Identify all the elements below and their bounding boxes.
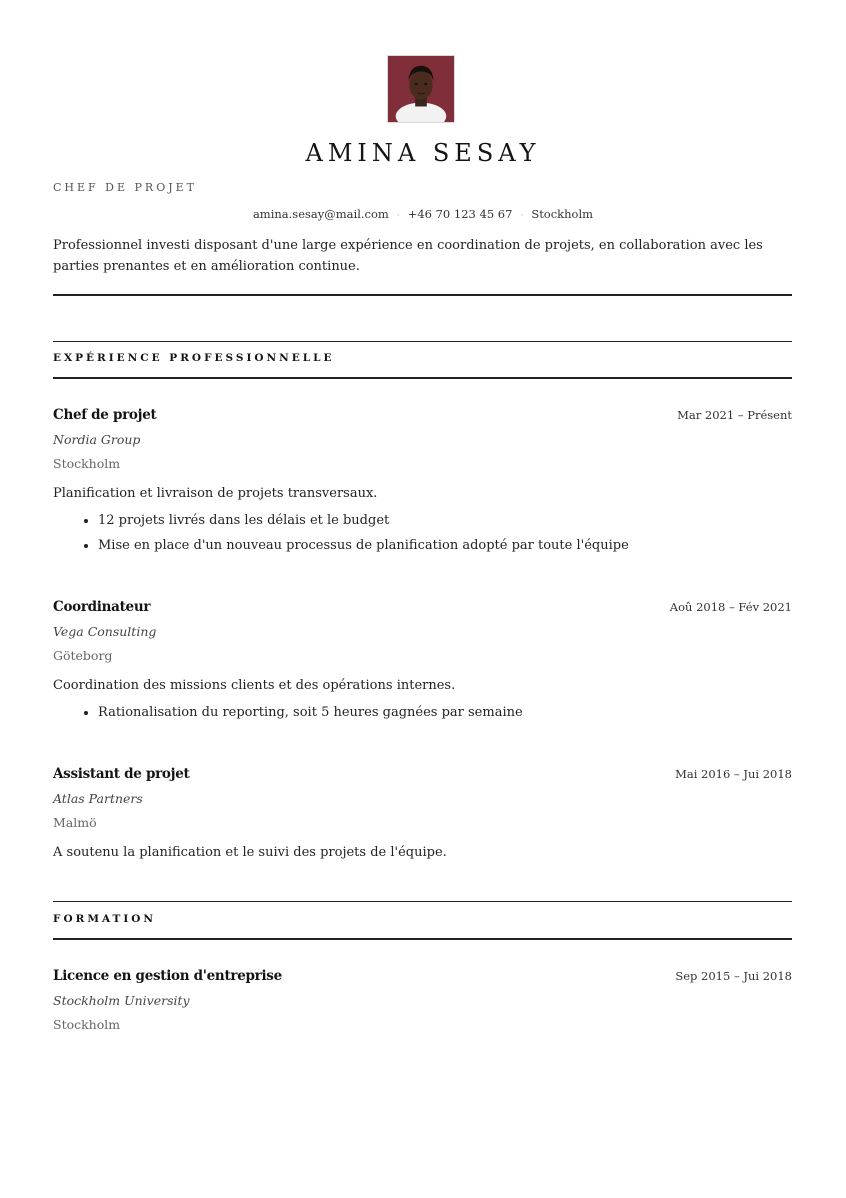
entry-date: Sep 2015 – Jui 2018 [675, 969, 792, 983]
entry-organization: Nordia Group [53, 432, 141, 447]
profile-photo [387, 55, 455, 123]
entry-organization: Atlas Partners [53, 791, 143, 806]
entry-description: Coordination des missions clients et des opérations internes. [53, 678, 456, 693]
entry-date: Aoû 2018 – Fév 2021 [669, 600, 792, 614]
entry-description: Planification et livraison de projets transversaux. [53, 486, 378, 501]
education-entry [53, 968, 792, 1032]
section-title-education: FORMATION [53, 913, 156, 925]
entry-location: Göteborg [53, 648, 113, 663]
entry-title: Coordinateur [53, 599, 151, 615]
achievement-item: • Rationalisation du reporting, soit 5 heures gagnées par semaine [98, 700, 792, 725]
achievement-list [53, 700, 792, 725]
section-bottom-rule [53, 938, 792, 940]
achievement-item: • 12 projets livrés dans les délais et le budget [98, 508, 792, 533]
experience-entry [53, 599, 792, 725]
section-top-rule [53, 901, 792, 902]
entry-title: Licence en gestion d'entreprise [53, 968, 282, 984]
section-top-rule [53, 341, 792, 342]
entry-title: Chef de projet [53, 407, 157, 423]
entry-location: Stockholm [53, 456, 121, 471]
phone-text: +46 70 123 45 67 [407, 207, 513, 221]
entry-description: A soutenu la planification et le suivi des projets de l'équipe. [53, 845, 447, 860]
entry-location: Malmö [53, 815, 97, 830]
header-divider [53, 294, 792, 296]
email-text: amina.sesay@mail.com [252, 207, 389, 221]
job-title: CHEF DE PROJET [53, 181, 197, 194]
contact-line [0, 207, 846, 221]
candidate-name: AMINA SESAY [305, 139, 541, 167]
separator-dot: · [396, 211, 400, 221]
achievement-list [53, 508, 792, 558]
entry-date: Mar 2021 – Présent [677, 408, 792, 422]
experience-entry [53, 766, 792, 860]
section-title-experience: EXPÉRIENCE PROFESSIONNELLE [53, 352, 335, 364]
entry-date: Mai 2016 – Jui 2018 [675, 767, 792, 781]
entry-location: Stockholm [53, 1017, 121, 1032]
entry-organization: Stockholm University [53, 993, 190, 1008]
separator-dot: · [520, 211, 524, 221]
entry-organization: Vega Consulting [53, 624, 157, 639]
section-bottom-rule [53, 377, 792, 379]
achievement-item: • Mise en place d'un nouveau processus de planification adopté par toute l'équipe [98, 533, 792, 558]
experience-entry [53, 407, 792, 558]
portrait-image [388, 56, 454, 122]
profile-summary: Professionnel investi disposant d'une large expérience en coordination de projets, en collaboration avec les parties prenantes et en amélioration continue. [53, 238, 763, 274]
city-text: Stockholm [531, 207, 594, 221]
entry-title: Assistant de projet [53, 766, 190, 782]
